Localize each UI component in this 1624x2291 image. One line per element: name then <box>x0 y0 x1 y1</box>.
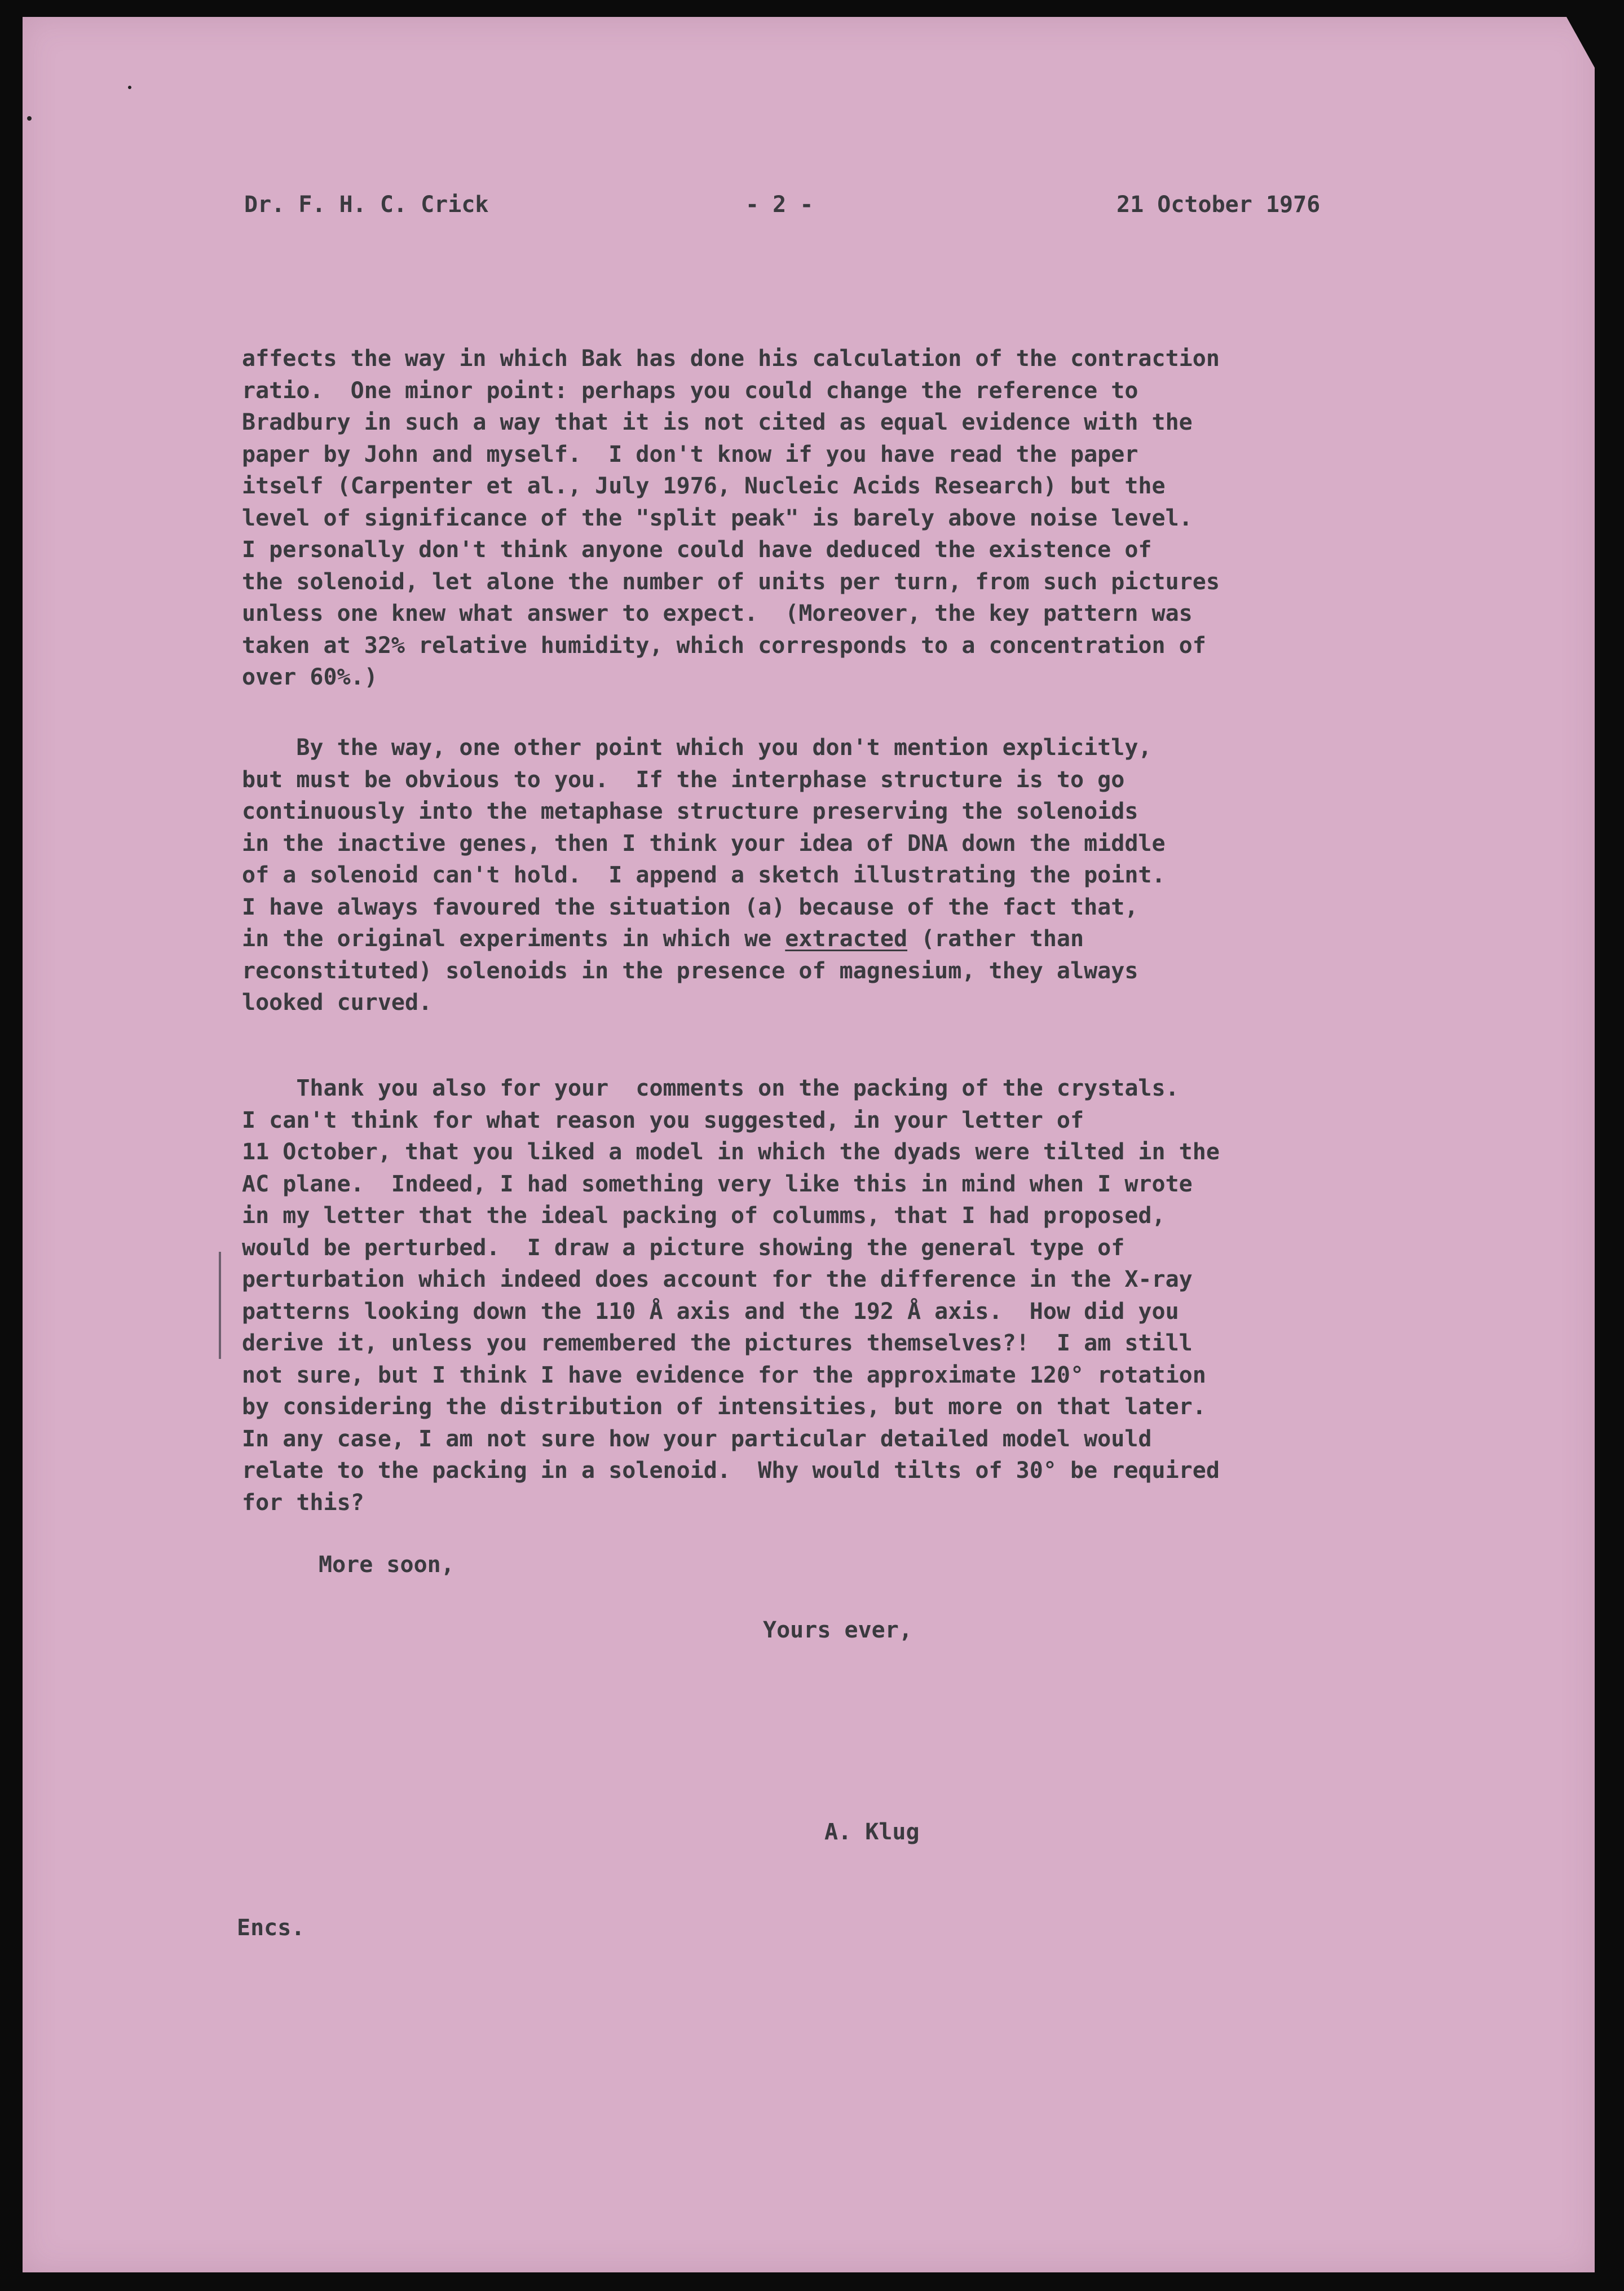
closing-yours-ever: Yours ever, <box>763 1617 912 1643</box>
header-page-number: - 2 - <box>745 192 814 218</box>
header-recipient: Dr. F. H. C. Crick <box>244 192 489 218</box>
folded-corner <box>1566 17 1595 68</box>
closing-more-soon: More soon, <box>319 1552 454 1578</box>
paragraph-3: Thank you also for your comments on the packing of the crystals. I can't think for what reason you suggested, in your letter of 11 October, that you liked a model in which the dyads were tilted in the AC plane. Indeed, I had something very like this in mind when I wrote in my letter that the ideal packing of columms, that I had proposed, would be perturbed. I draw a picture showing the general type of perturbation which indeed does account for the difference in the X-ray patterns looking down the 110 Å axis and the 192 Å axis. How did you derive it, unless you remembered the pictures themselves?! I am still not sure, but I think I have evidence for the approximate 120° rotation by considering the distribution of intensities, but more on that later. In any case, I am not sure how your particular detailed model would relate to the packing in a solenoid. Why would tilts of 30° be required for this? <box>242 1075 1220 1516</box>
signature-name: A. Klug <box>824 1819 920 1845</box>
paragraph-2-end: (rather than reconstituted) solenoids in the presence of magnesium, they always looked curved. <box>242 926 1138 1016</box>
margin-mark <box>219 1252 221 1359</box>
header-date: 21 October 1976 <box>1116 192 1321 218</box>
paragraph-1: affects the way in which Bak has done his calculation of the contraction ratio. One minor point: perhaps you could change the reference to Bradbury in such a way that it is not cited as equal evidence with the paper by John and myself. I don't know if you have read the paper itself (Carpenter et al., July 1976, Nucleic Acids Research) but the level of significance of the "split peak" is barely above noise level. I personally don't think anyone could have deduced the existence of the solenoid, let alone the number of units per turn, from such pictures unless one knew what answer to expect. (Moreover, the key pattern was taken at 32% relative humidity, which corresponds to a concentration of over 60%.) <box>242 346 1220 690</box>
ink-specks <box>23 17 135 130</box>
underlined-word-extracted: extracted <box>785 926 908 952</box>
letter-page <box>23 17 1595 2272</box>
paragraph-2-start: By the way, one other point which you don't mention explicitly, but must be obvious to you. If the interphase structure is to go continuously into the metaphase structure preserving the solenoids in the inactive genes, then I think your idea of DNA down the middle of a solenoid can't hold. I append a sketch illustrating the point. I have always favoured the situation (a) because of the fact that, in the original experiments in which we <box>242 735 1166 952</box>
paragraph-2 <box>242 732 1426 1019</box>
enclosures-note: Encs. <box>237 1915 305 1941</box>
